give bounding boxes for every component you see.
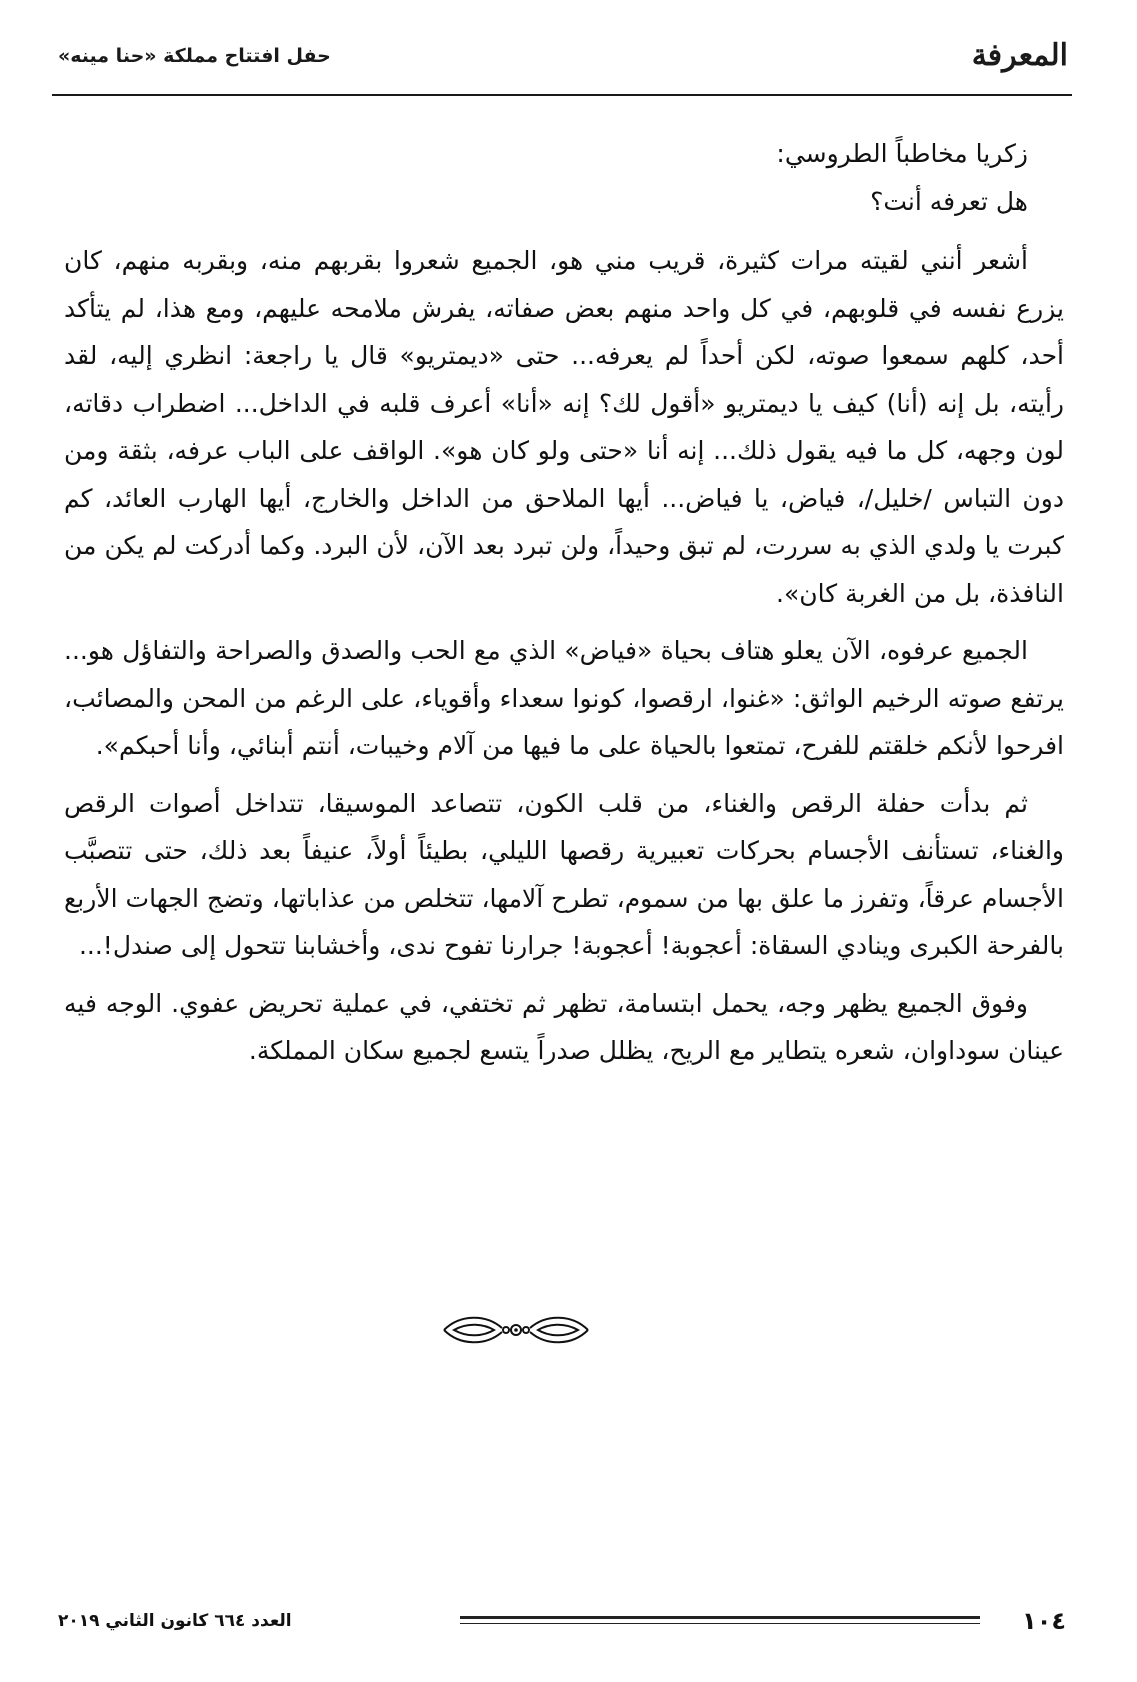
body-paragraph: هل تعرفه أنت؟ xyxy=(870,186,1028,216)
footer-divider xyxy=(460,1616,980,1619)
footer-divider-thin xyxy=(460,1623,980,1624)
page-footer xyxy=(52,1604,1072,1640)
body-paragraph: أشعر أنني لقيته مرات كثيرة، قريب مني هو، الجميع شعروا بقربهم منه، وبقربه منهم، كان يزرع نفسه في قلوبهم، في كل واحد منهم بعض صفاته، يفرش ملامحه عليهم، ومع هذا، لم يتأكد أحد، كلهم سمعوا صوته، لكن أحداً لم يعرفه... حتى «ديمتريو» قال يا راجعة: انظري إليه، لقد رأيته، بل إنه (أنا) كيف يا ديمتريو «أقول لك؟ إنه «أنا» أعرف قلبه في الداخل... اضطراب دقاته، لون وجهه، كل ما فيه يقول ذلك... إنه أنا «حتى ولو كان هو». الواقف على الباب عرفه، بثقة ومن دون التباس /خليل/، فياض، يا فياض... أيها الملاحق من الداخل والخارج، أيها الهارب العائد، كم كبرت يا ولدي الذي به سررت، لم تبق وحيداً، ولن تبرد بعد الآن، لأن البرد. وكما أدركت لم يكن من النافذة، بل من الغربة كان». xyxy=(64,246,1064,608)
magazine-logo: المعرفة xyxy=(971,38,1068,73)
running-header xyxy=(58,28,1068,84)
body-paragraph: الجميع عرفوه، الآن يعلو هتاف بحياة «فياض» الذي مع الحب والصدق والصراحة والتفاؤل هو... يرتفع صوته الرخيم الواثق: «غنوا، ارقصوا، كونوا سعداء وأقوياء، على الرغم من المحن والمصائب، افرحوا لأنكم خلقتم للفرح، تمتعوا بالحياة على ما فيها من آلام وخيبات، أنتم أبنائي، وأنا أحبكم». xyxy=(64,636,1064,760)
body-paragraph: وفوق الجميع يظهر وجه، يحمل ابتسامة، تظهر ثم تختفي، في عملية تحريض عفوي. الوجه فيه عينان سوداوان، شعره يتطاير مع الريح، يظلل صدراً يتسع لجميع سكان المملكة. xyxy=(64,988,1064,1065)
article-body xyxy=(64,130,1064,1085)
body-paragraph: ثم بدأت حفلة الرقص والغناء، من قلب الكون، تتصاعد الموسيقا، تتداخل أصوات الرقص والغناء، تستأنف الأجسام بحركات تعبيرية رقصها الليلي، بطيئاً أولاً، عنيفاً بعد ذلك، حتى تتصبَّب الأجسام عرقاً، وتفرز ما علق بها من سموم، تطرح آلامها، تتخلص من عذاباتها، وتضج الجهات الأربع بالفرحة الكبرى وينادي السقاة: أعجوبة! أعجوبة! جرارنا تفوح ندى، وأخشابنا تتحول إلى صندل!... xyxy=(64,788,1064,960)
header-divider xyxy=(52,94,1072,96)
section-end-ornament-icon xyxy=(440,1308,592,1352)
article-title: حفل افتتاح مملكة «حنا مينه» xyxy=(58,45,331,67)
issue-label: العدد ٦٦٤ كانون الثاني ٢٠١٩ xyxy=(58,1611,292,1631)
body-paragraph: زكريا مخاطباً الطروسي: xyxy=(776,139,1028,168)
page-number: ١٠٤ xyxy=(1022,1607,1066,1635)
